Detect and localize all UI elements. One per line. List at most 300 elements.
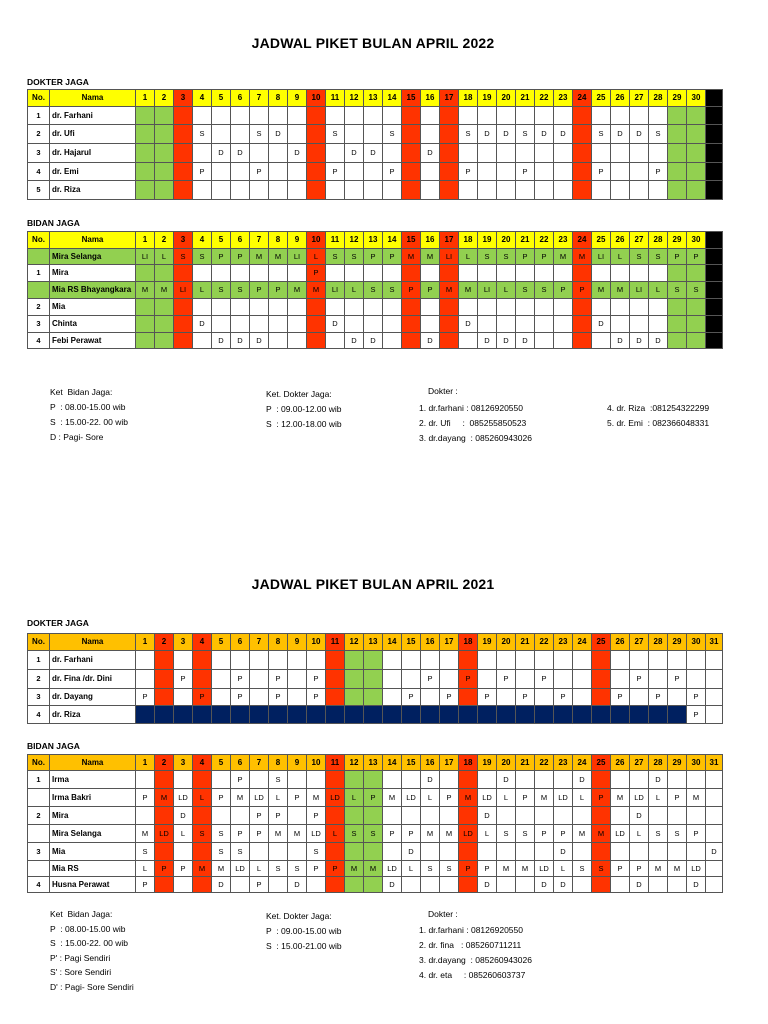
shift-cell bbox=[668, 299, 687, 316]
table-row bbox=[28, 843, 723, 861]
shift-cell bbox=[459, 107, 478, 125]
shift-cell bbox=[345, 107, 364, 125]
shift-cell: S bbox=[345, 825, 364, 843]
shift-cell: P bbox=[174, 670, 193, 689]
header-day: 21 bbox=[516, 232, 535, 249]
shift-cell bbox=[687, 265, 706, 282]
shift-cell: P bbox=[611, 689, 630, 706]
shift-cell: M bbox=[307, 789, 326, 807]
shift-cell bbox=[630, 144, 649, 163]
row-name: dr. Riza bbox=[50, 706, 136, 724]
shift-cell bbox=[459, 299, 478, 316]
shift-cell: LD bbox=[478, 789, 497, 807]
header-day: 21 bbox=[516, 634, 535, 651]
shift-cell bbox=[592, 689, 611, 706]
shift-cell bbox=[535, 299, 554, 316]
shift-cell bbox=[402, 125, 421, 144]
shift-cell bbox=[649, 670, 668, 689]
shift-cell: D bbox=[687, 877, 706, 893]
shift-cell: D bbox=[535, 125, 554, 144]
row-no: 4 bbox=[28, 333, 50, 349]
shift-cell bbox=[668, 771, 687, 789]
shift-cell bbox=[592, 144, 611, 163]
dokter-contacts-title-2021: Dokter : bbox=[428, 909, 458, 919]
header-day: 7 bbox=[250, 755, 269, 771]
shift-cell bbox=[307, 877, 326, 893]
shift-cell: P bbox=[269, 282, 288, 299]
shift-cell bbox=[402, 706, 421, 724]
shift-cell bbox=[383, 316, 402, 333]
shift-cell bbox=[269, 299, 288, 316]
shift-cell: S bbox=[421, 861, 440, 877]
row-name: Mira Selanga bbox=[50, 825, 136, 843]
shift-cell bbox=[345, 163, 364, 181]
shift-cell: D bbox=[573, 771, 592, 789]
shift-cell bbox=[611, 299, 630, 316]
shift-cell: D bbox=[554, 843, 573, 861]
row-no: 4 bbox=[28, 877, 50, 893]
header-nama: Nama bbox=[50, 232, 136, 249]
shift-cell: P bbox=[516, 249, 535, 265]
shift-cell: L bbox=[497, 282, 516, 299]
shift-cell: P bbox=[193, 163, 212, 181]
header-no: No. bbox=[28, 634, 50, 651]
shift-cell: LD bbox=[383, 861, 402, 877]
shift-cell: P bbox=[668, 789, 687, 807]
shift-cell: D bbox=[478, 877, 497, 893]
table-row bbox=[28, 299, 723, 316]
shift-cell bbox=[174, 877, 193, 893]
shift-cell bbox=[592, 670, 611, 689]
shift-cell bbox=[288, 265, 307, 282]
shift-cell: P bbox=[687, 249, 706, 265]
shift-cell bbox=[155, 299, 174, 316]
shift-cell bbox=[611, 107, 630, 125]
shift-cell: M bbox=[592, 282, 611, 299]
shift-cell bbox=[497, 877, 516, 893]
shift-cell bbox=[611, 316, 630, 333]
dokter-contacts-2021 bbox=[419, 923, 532, 983]
shift-cell bbox=[193, 771, 212, 789]
row-name: Febi Perawat bbox=[50, 333, 136, 349]
shift-cell: P bbox=[421, 282, 440, 299]
table-header-row bbox=[28, 634, 723, 651]
shift-cell: S bbox=[383, 282, 402, 299]
title-2022: JADWAL PIKET BULAN APRIL 2022 bbox=[251, 35, 495, 51]
header-day: 25 bbox=[592, 634, 611, 651]
shift-cell bbox=[668, 651, 687, 670]
shift-cell bbox=[402, 877, 421, 893]
shift-cell bbox=[250, 299, 269, 316]
title-2021: JADWAL PIKET BULAN APRIL 2021 bbox=[251, 576, 495, 592]
shift-cell: D bbox=[250, 333, 269, 349]
row-no: 2 bbox=[28, 299, 50, 316]
shift-cell: P bbox=[535, 825, 554, 843]
section-label-dokter-2021: DOKTER JAGA bbox=[27, 618, 89, 628]
shift-cell bbox=[155, 877, 174, 893]
shift-cell: P bbox=[326, 861, 345, 877]
header-day: 10 bbox=[307, 755, 326, 771]
shift-cell bbox=[193, 843, 212, 861]
shift-cell: D bbox=[497, 333, 516, 349]
header-day: 2 bbox=[155, 634, 174, 651]
header-day: 10 bbox=[307, 90, 326, 107]
shift-cell bbox=[516, 316, 535, 333]
shift-cell: P bbox=[307, 807, 326, 825]
row-no: 3 bbox=[28, 316, 50, 333]
shift-cell bbox=[307, 316, 326, 333]
shift-cell bbox=[364, 807, 383, 825]
ket-dokter-line: S : 12.00-18.00 wib bbox=[266, 419, 342, 429]
shift-cell: P bbox=[193, 689, 212, 706]
table-row bbox=[28, 265, 723, 282]
shift-cell bbox=[573, 706, 592, 724]
table-row bbox=[28, 789, 723, 807]
shift-cell bbox=[231, 299, 250, 316]
shift-cell bbox=[288, 181, 307, 200]
shift-cell: D bbox=[611, 333, 630, 349]
shift-cell bbox=[136, 265, 155, 282]
shift-cell: P bbox=[649, 689, 668, 706]
shift-cell: LD bbox=[554, 789, 573, 807]
shift-cell bbox=[706, 651, 723, 670]
shift-cell bbox=[668, 843, 687, 861]
shift-cell: L bbox=[649, 282, 668, 299]
shift-cell bbox=[706, 861, 723, 877]
shift-cell bbox=[440, 181, 459, 200]
shift-cell: P bbox=[269, 689, 288, 706]
shift-cell bbox=[630, 265, 649, 282]
shift-cell bbox=[668, 316, 687, 333]
shift-cell bbox=[440, 163, 459, 181]
shift-cell: S bbox=[516, 825, 535, 843]
shift-cell bbox=[383, 181, 402, 200]
shift-cell bbox=[326, 771, 345, 789]
shift-cell bbox=[421, 265, 440, 282]
shift-cell bbox=[440, 651, 459, 670]
shift-cell: L bbox=[478, 825, 497, 843]
row-no: 1 bbox=[28, 651, 50, 670]
shift-cell bbox=[155, 125, 174, 144]
shift-cell bbox=[630, 299, 649, 316]
shift-cell: S bbox=[535, 282, 554, 299]
ket-bidan-line: S' : Sore Sendiri bbox=[50, 967, 112, 977]
shift-cell bbox=[516, 877, 535, 893]
shift-cell: L bbox=[554, 861, 573, 877]
shift-cell bbox=[573, 107, 592, 125]
shift-cell: P bbox=[136, 689, 155, 706]
header-day: 5 bbox=[212, 90, 231, 107]
ket-bidan-line: P' : Pagi Sendiri bbox=[50, 952, 111, 963]
shift-cell bbox=[364, 670, 383, 689]
shift-cell: L bbox=[402, 861, 421, 877]
shift-cell bbox=[269, 265, 288, 282]
header-day: 22 bbox=[535, 634, 554, 651]
row-no: 3 bbox=[28, 689, 50, 706]
shift-cell bbox=[288, 299, 307, 316]
shift-cell: P bbox=[326, 163, 345, 181]
shift-cell: M bbox=[687, 789, 706, 807]
row-no: 1 bbox=[28, 107, 50, 125]
contact-line: 4. dr. Riza :081254322299 bbox=[607, 403, 710, 413]
header-day: 26 bbox=[611, 90, 630, 107]
shift-cell: LI bbox=[288, 249, 307, 265]
shift-cell bbox=[592, 843, 611, 861]
ket-bidan-title: Ket Bidan Jaga: bbox=[50, 909, 113, 919]
shift-cell bbox=[535, 181, 554, 200]
shift-cell bbox=[687, 144, 706, 163]
shift-cell bbox=[136, 333, 155, 349]
shift-cell: S bbox=[288, 861, 307, 877]
shift-cell bbox=[649, 144, 668, 163]
header-day: 26 bbox=[611, 634, 630, 651]
row-no bbox=[28, 825, 50, 843]
shift-cell bbox=[611, 877, 630, 893]
shift-cell bbox=[497, 181, 516, 200]
table-row bbox=[28, 249, 723, 265]
shift-cell bbox=[516, 651, 535, 670]
shift-cell bbox=[250, 144, 269, 163]
shift-cell bbox=[611, 144, 630, 163]
shift-cell: D bbox=[630, 333, 649, 349]
header-day: 3 bbox=[174, 634, 193, 651]
shift-cell bbox=[706, 265, 723, 282]
row-name: Mira Selanga bbox=[50, 249, 136, 265]
shift-cell bbox=[459, 333, 478, 349]
shift-cell: L bbox=[459, 249, 478, 265]
shift-cell: P bbox=[364, 249, 383, 265]
shift-cell: D bbox=[630, 125, 649, 144]
shift-cell bbox=[307, 144, 326, 163]
shift-cell: P bbox=[459, 163, 478, 181]
shift-cell bbox=[535, 107, 554, 125]
shift-cell bbox=[269, 316, 288, 333]
shift-cell: D bbox=[326, 316, 345, 333]
header-day: 6 bbox=[231, 755, 250, 771]
shift-cell bbox=[459, 877, 478, 893]
shift-cell: M bbox=[573, 825, 592, 843]
ket-dokter-title: Ket. Dokter Jaga: bbox=[266, 389, 332, 399]
section-label-bidan-2022: BIDAN JAGA bbox=[27, 218, 80, 228]
shift-cell bbox=[630, 843, 649, 861]
shift-cell: S bbox=[592, 125, 611, 144]
header-day: 15 bbox=[402, 232, 421, 249]
header-day: 1 bbox=[136, 634, 155, 651]
shift-cell bbox=[554, 265, 573, 282]
header-day: 29 bbox=[668, 232, 687, 249]
table-row bbox=[28, 771, 723, 789]
ket-bidan-title: Ket Bidan Jaga: bbox=[50, 387, 113, 397]
shift-cell bbox=[155, 689, 174, 706]
shift-cell bbox=[706, 825, 723, 843]
shift-cell: L bbox=[174, 825, 193, 843]
shift-cell bbox=[440, 125, 459, 144]
shift-cell bbox=[402, 163, 421, 181]
shift-cell bbox=[649, 843, 668, 861]
shift-cell: S bbox=[231, 282, 250, 299]
table-row bbox=[28, 689, 723, 706]
shift-cell: M bbox=[668, 861, 687, 877]
shift-cell bbox=[554, 316, 573, 333]
shift-cell: M bbox=[345, 861, 364, 877]
shift-cell bbox=[573, 265, 592, 282]
shift-cell bbox=[535, 771, 554, 789]
shift-cell bbox=[364, 125, 383, 144]
shift-cell bbox=[459, 144, 478, 163]
shift-cell: L bbox=[573, 789, 592, 807]
contact-line: 3. dr.dayang : 085260943026 bbox=[419, 955, 532, 965]
header-day: 16 bbox=[421, 634, 440, 651]
shift-cell: P bbox=[573, 282, 592, 299]
shift-cell bbox=[573, 299, 592, 316]
shift-cell: S bbox=[345, 249, 364, 265]
shift-cell bbox=[554, 144, 573, 163]
table-header-row bbox=[28, 755, 723, 771]
shift-cell bbox=[687, 107, 706, 125]
row-name: Mia RS bbox=[50, 861, 136, 877]
shift-cell bbox=[706, 249, 723, 265]
header-day: 3 bbox=[174, 232, 193, 249]
shift-cell: M bbox=[212, 861, 231, 877]
shift-cell: D bbox=[497, 125, 516, 144]
shift-cell bbox=[402, 771, 421, 789]
shift-cell bbox=[136, 144, 155, 163]
shift-cell bbox=[231, 125, 250, 144]
shift-cell: LI bbox=[592, 249, 611, 265]
header-day: 30 bbox=[687, 634, 706, 651]
shift-cell bbox=[174, 265, 193, 282]
shift-cell: S bbox=[440, 861, 459, 877]
shift-cell: P bbox=[231, 670, 250, 689]
shift-cell: S bbox=[231, 843, 250, 861]
table-header-row bbox=[28, 232, 723, 249]
header-day: 19 bbox=[478, 90, 497, 107]
shift-cell bbox=[687, 299, 706, 316]
shift-cell: S bbox=[174, 249, 193, 265]
shift-cell: LD bbox=[459, 825, 478, 843]
shift-cell bbox=[364, 181, 383, 200]
shift-cell: P bbox=[516, 789, 535, 807]
shift-cell bbox=[288, 163, 307, 181]
section-label-dokter-2022: DOKTER JAGA bbox=[27, 77, 89, 87]
shift-cell bbox=[592, 265, 611, 282]
shift-cell bbox=[706, 807, 723, 825]
shift-cell: M bbox=[402, 249, 421, 265]
shift-cell: M bbox=[193, 861, 212, 877]
shift-cell bbox=[155, 265, 174, 282]
shift-cell: P bbox=[250, 877, 269, 893]
shift-cell: P bbox=[383, 249, 402, 265]
row-name: Irma bbox=[50, 771, 136, 789]
shift-cell bbox=[307, 299, 326, 316]
shift-cell: D bbox=[345, 144, 364, 163]
shift-cell bbox=[421, 651, 440, 670]
header-day: 14 bbox=[383, 755, 402, 771]
shift-cell bbox=[136, 771, 155, 789]
shift-cell bbox=[136, 163, 155, 181]
shift-cell bbox=[174, 706, 193, 724]
shift-cell: LI bbox=[440, 249, 459, 265]
shift-cell bbox=[212, 807, 231, 825]
shift-cell bbox=[193, 181, 212, 200]
shift-cell: P bbox=[307, 265, 326, 282]
shift-cell bbox=[174, 299, 193, 316]
shift-cell bbox=[497, 843, 516, 861]
ket-bidan-2022 bbox=[50, 385, 128, 445]
shift-cell: M bbox=[611, 789, 630, 807]
shift-cell bbox=[516, 299, 535, 316]
row-no: 3 bbox=[28, 843, 50, 861]
shift-cell bbox=[136, 316, 155, 333]
shift-cell bbox=[649, 706, 668, 724]
shift-cell bbox=[440, 807, 459, 825]
shift-cell bbox=[136, 670, 155, 689]
shift-cell: M bbox=[155, 789, 174, 807]
header-day: 12 bbox=[345, 634, 364, 651]
shift-cell bbox=[478, 706, 497, 724]
shift-cell bbox=[611, 163, 630, 181]
shift-cell bbox=[535, 144, 554, 163]
shift-cell bbox=[516, 144, 535, 163]
shift-cell bbox=[706, 789, 723, 807]
shift-cell: LD bbox=[155, 825, 174, 843]
header-day: 6 bbox=[231, 232, 250, 249]
shift-cell bbox=[155, 316, 174, 333]
header-day: 2 bbox=[155, 232, 174, 249]
shift-cell bbox=[288, 125, 307, 144]
shift-cell: L bbox=[421, 789, 440, 807]
shift-cell: S bbox=[212, 282, 231, 299]
header-day: 14 bbox=[383, 90, 402, 107]
shift-cell bbox=[345, 670, 364, 689]
header-day: 15 bbox=[402, 634, 421, 651]
shift-cell: D bbox=[478, 125, 497, 144]
shift-cell bbox=[630, 107, 649, 125]
dokter-contacts-2022-right bbox=[607, 401, 709, 431]
shift-cell: P bbox=[307, 670, 326, 689]
header-day: 19 bbox=[478, 755, 497, 771]
shift-cell: P bbox=[687, 706, 706, 724]
shift-cell: M bbox=[307, 282, 326, 299]
shift-cell bbox=[611, 181, 630, 200]
shift-cell bbox=[269, 333, 288, 349]
shift-cell: P bbox=[174, 861, 193, 877]
shift-cell bbox=[611, 771, 630, 789]
shift-cell bbox=[516, 265, 535, 282]
header-day: 11 bbox=[326, 634, 345, 651]
shift-cell bbox=[535, 265, 554, 282]
shift-cell: D bbox=[383, 877, 402, 893]
shift-cell: P bbox=[630, 670, 649, 689]
table-header-row bbox=[28, 90, 723, 107]
shift-cell bbox=[174, 144, 193, 163]
shift-cell bbox=[288, 843, 307, 861]
shift-cell bbox=[573, 333, 592, 349]
shift-cell bbox=[383, 107, 402, 125]
shift-cell bbox=[174, 316, 193, 333]
shift-cell: S bbox=[687, 282, 706, 299]
shift-cell bbox=[193, 651, 212, 670]
shift-cell bbox=[706, 333, 723, 349]
shift-cell bbox=[212, 316, 231, 333]
header-day: 2 bbox=[155, 90, 174, 107]
shift-cell bbox=[497, 316, 516, 333]
shift-cell bbox=[497, 706, 516, 724]
table-row bbox=[28, 107, 723, 125]
shift-cell bbox=[345, 181, 364, 200]
header-day: 13 bbox=[364, 90, 383, 107]
shift-cell: L bbox=[649, 789, 668, 807]
